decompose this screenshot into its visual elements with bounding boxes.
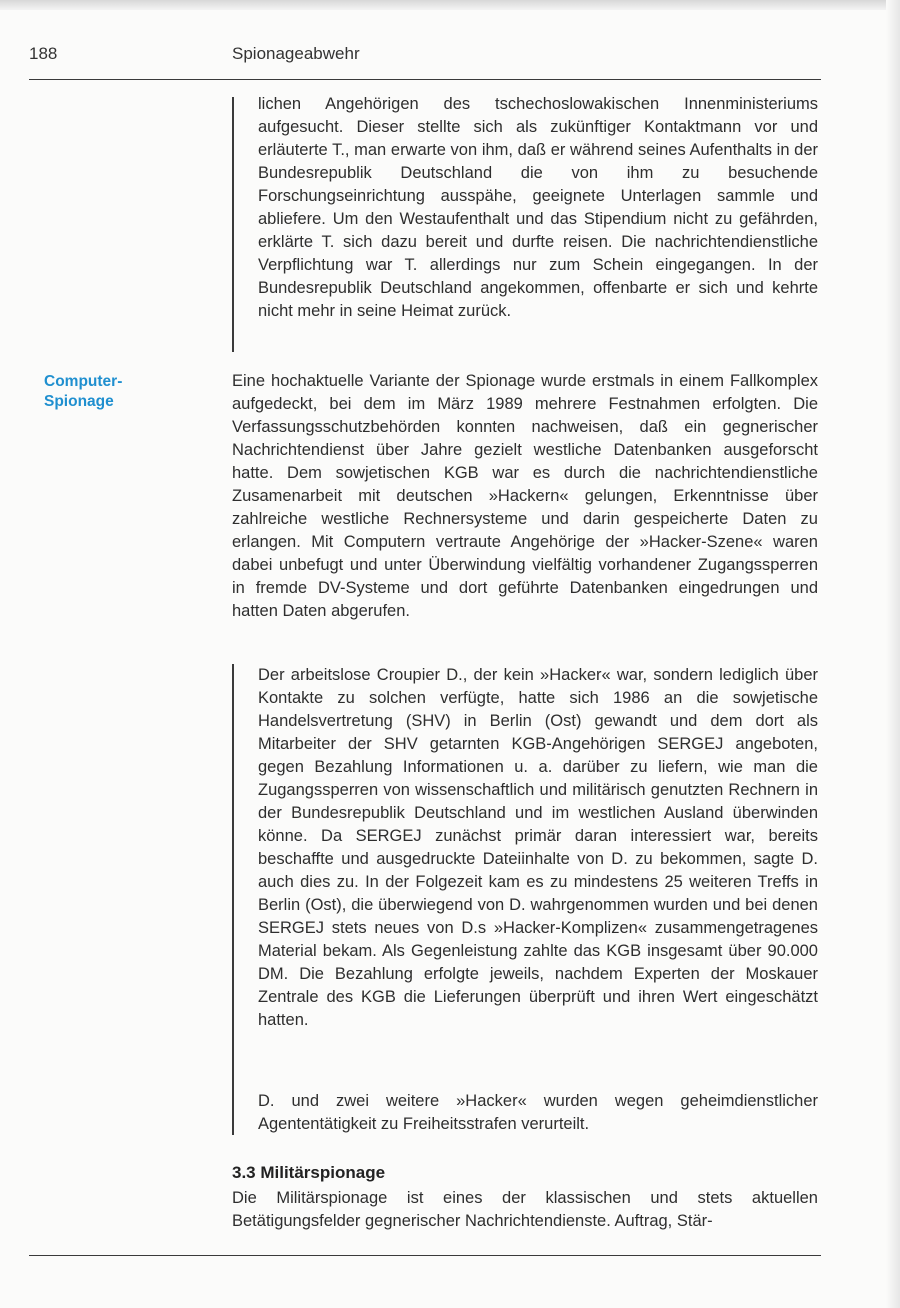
militaer-paragraph: Die Militärspionage ist eines der klassischen und stets aktuellen Betätigungsfelder gegnerischer Nachrichtendienste. Auftrag, Stär- <box>232 1189 818 1230</box>
page-header <box>0 44 900 74</box>
running-head: Spionageabwehr <box>232 44 360 63</box>
computer-spionage-paragraph: Eine hochaktuelle Variante der Spionage wurde erstmals in einem Fallkomplex aufgedeckt, bei dem im März 1989 mehrere Festnahmen erfolgten. Die Verfassungsschutzbehörden konnten nachweisen, daß ein gegnerischer Nachrichtendienst über Jahre gezielt westliche Datenbanken ausgeforscht hatte. Dem sowjetischen KGB war es durch die nachrichtendienstliche Zusamenarbeit mit deutschen »Hackern« gelungen, Erkenntnisse über zahlreiche westliche Rechnersysteme und darin gespeicherte Daten zu erlangen. Mit Computern vertraute Angehörige der »Hacker-Szene« waren dabei unbefugt und unter Überwindung vielfältig vorhandener Zugangssperren in fremde DV-Systeme und dort geführte Datenbanken eingedrungen und hatten Daten abgerufen. <box>232 372 818 620</box>
page-right-shadow <box>886 0 900 1308</box>
margin-note <box>44 372 122 412</box>
case-d-verdict-paragraph: D. und zwei weitere »Hacker« wurden wegen geheimdienstlicher Agententätigkeit zu Freiheitsstrafen verurteilt. <box>258 1092 818 1133</box>
header-rule <box>29 79 821 80</box>
footer-rule <box>29 1255 821 1256</box>
page-number: 188 <box>29 44 58 63</box>
case-t-paragraph: lichen Angehörigen des tschechoslowakischen Innenministeriums aufgesucht. Dieser stellte sich als zukünftiger Kontaktmann vor und erläuterte T., man erwarte von ihm, daß er während seines Aufenthalts in der Bundesrepublik Deutschland die von ihm zu besuchende Forschungseinrichtung ausspähe, geeignete Unterlagen sammle und abliefere. Um den Westaufenthalt und das Stipendium nicht zu gefährden, erklärte T. sich dazu bereit und durfte reisen. Die nachrichtendienstliche Verpflichtung war T. allerdings nur zum Schein eingegangen. In der Bundesrepublik Deutschland angekommen, offenbarte er sich und kehrte nicht mehr in seine Heimat zurück. <box>258 95 818 320</box>
margin-note-line: Spionage <box>44 393 114 410</box>
case-marker-bar <box>232 97 234 352</box>
case-marker-bar <box>232 664 234 1135</box>
page-top-shadow <box>0 0 900 10</box>
margin-note-line: Computer- <box>44 373 123 390</box>
section-heading: 3.3 Militärspionage <box>232 1163 386 1182</box>
case-d-paragraph: Der arbeitslose Croupier D., der kein »Hacker« war, sondern lediglich über Kontakte zu solchen verfügte, hatte sich 1986 an die sowjetische Handelsvertretung (SHV) in Berlin (Ost) gewandt und dem dort als Mitarbeiter der SHV getarnten KGB-Angehörigen SERGEJ angeboten, gegen Bezahlung Informationen u. a. darüber zu liefern, wie man die Zugangssperren von wissenschaftlich und militärisch genutzten Rechnern in der Bundesrepublik Deutschland und im westlichen Ausland überwinden könne. Da SERGEJ zunächst primär daran interessiert war, bereits beschaffte und ausgedruckte Dateiinhalte von D. zu bekommen, sagte D. auch dies zu. In der Folgezeit kam es zu mindestens 25 weiteren Treffs in Berlin (Ost), die überwiegend von D. wahrgenommen wurden und bei denen SERGEJ stets neues von D.s »Hacker-Komplizen« zusammengetragenes Material bekam. Als Gegenleistung zahlte das KGB insgesamt über 90.000 DM. Die Bezahlung erfolgte jeweils, nachdem Experten der Moskauer Zentrale des KGB die Lieferungen überprüft und ihren Wert eingeschätzt hatten. <box>258 666 818 1029</box>
